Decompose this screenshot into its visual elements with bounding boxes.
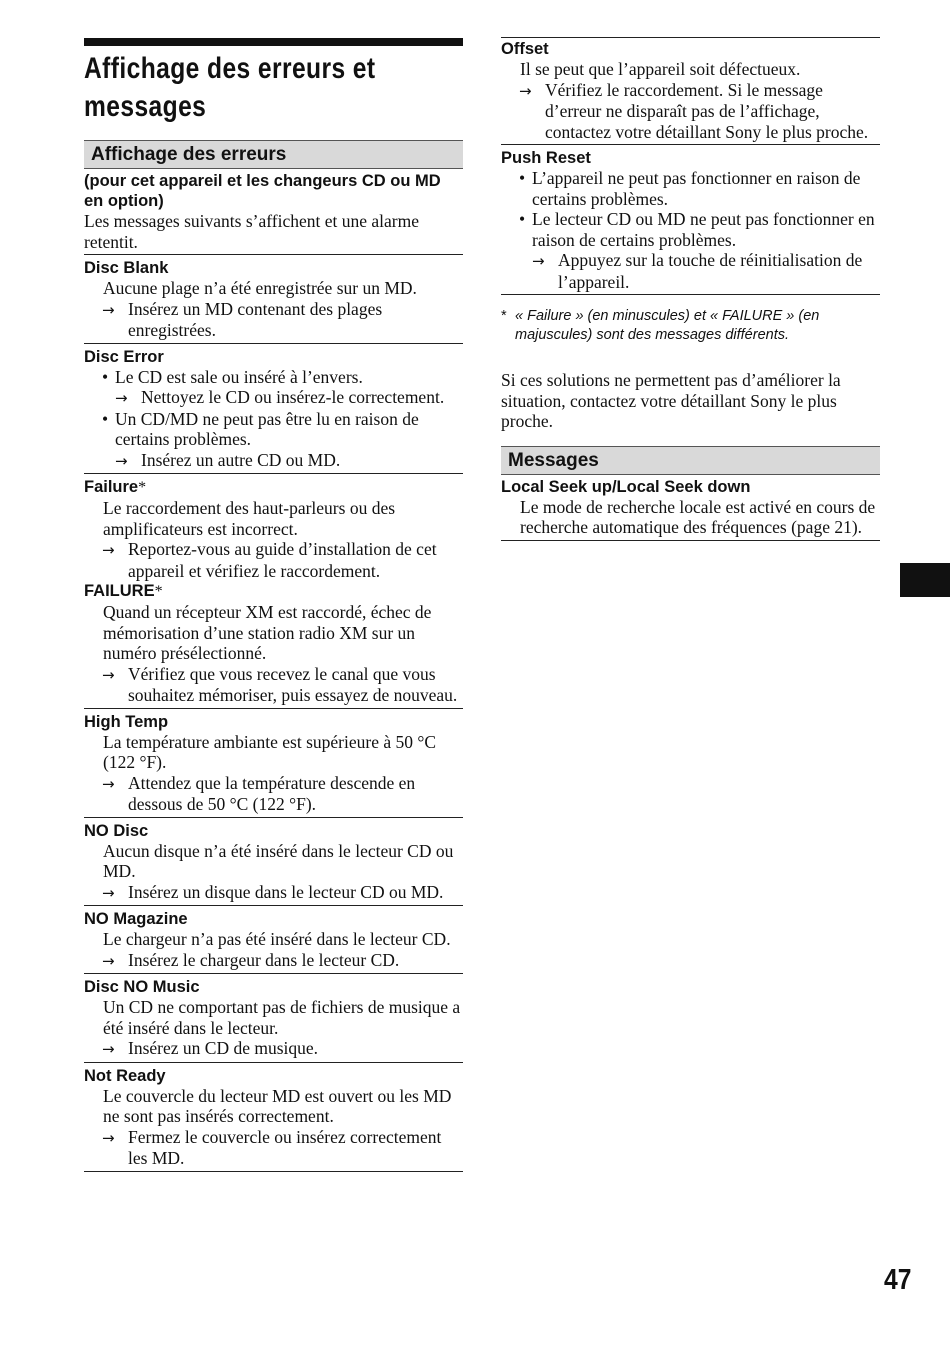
arrow-icon: → [102, 541, 115, 559]
bullet-icon: • [519, 168, 526, 188]
entry-title: Failure* [84, 478, 147, 496]
entry-title: High Temp [84, 712, 169, 731]
entry-action: → Insérez un disque dans le lecteur CD ou MD. [102, 881, 444, 902]
title-rule [84, 38, 463, 46]
errors-intro: Les messages suivants s’affichent et une alarme retentit. [84, 211, 463, 255]
entry-description: Aucune plage n’a été enregistrée sur un MD. [103, 278, 417, 298]
entry-description: Il se peut que l’appareil soit défectueux. [520, 59, 801, 79]
page-title: Affichage des erreurs et messages [84, 52, 376, 123]
entry-description: Le mode de recherche locale est activé en cours de recherche automatique des fréquences (page 21). [520, 496, 876, 537]
entry-title: NO Magazine [84, 910, 188, 928]
entry-description: La température ambiante est supérieure à 50 °C (122 °F). [103, 731, 437, 772]
entry-not-ready [84, 1063, 463, 1172]
entry-action: → Attendez que la température descende en dessous de 50 °C (122 °F). [102, 772, 416, 814]
side-tab-marker [900, 563, 950, 597]
entry-no-magazine [84, 906, 463, 974]
page-number: 47 [884, 1264, 912, 1296]
entry-action: → Fermez le couvercle ou insérez correctement les MD. [102, 1126, 442, 1168]
arrow-icon: → [519, 81, 532, 100]
entry-title-upper: FAILURE* [84, 582, 163, 600]
entry-description: Le chargeur n’a pas été inséré dans le lecteur CD. [103, 929, 451, 949]
arrow-icon: → [102, 951, 115, 970]
entry-title: NO Disc [84, 821, 149, 840]
footnote-marker: * [138, 479, 147, 496]
arrow-icon: → [102, 774, 115, 793]
left-column [84, 0, 463, 1172]
entry-bullet: • L’appareil ne peut pas fonctionner en raison de certains problèmes. [519, 168, 861, 209]
entry-push-reset [501, 145, 880, 295]
entry-bullet: • Le lecteur CD ou MD ne peut pas fonctionner en raison de certains problèmes. [519, 209, 875, 250]
entry-action: → Insérez un MD contenant des plages enregistrées. [102, 298, 383, 340]
footnote: * « Failure » (en minuscules) et « FAILURE » (en majuscules) sont des messages différents. [501, 308, 820, 343]
entry-bullet: • Le CD est sale ou inséré à l’envers. [102, 366, 363, 387]
section-heading-errors: Affichage des erreurs [84, 140, 463, 169]
entry-title: Offset [501, 40, 549, 58]
arrow-icon: → [102, 883, 115, 902]
arrow-icon: → [102, 1040, 115, 1058]
arrow-icon: → [532, 252, 545, 270]
right-column [501, 0, 880, 541]
arrow-icon: → [102, 300, 115, 319]
entry-bullet: • Un CD/MD ne peut pas être lu en raison de certains problèmes. [102, 408, 419, 449]
footnote-marker: * [154, 583, 163, 600]
entry-description: Quand un récepteur XM est raccordé, échec de mémorisation d’une station radio XM sur un numéro présélectionné. [103, 602, 432, 663]
entry-action: → Insérez un CD de musique. [102, 1038, 319, 1058]
entry-disc-error [84, 344, 463, 475]
entry-disc-blank [84, 255, 463, 344]
entry-title: Push Reset [501, 149, 591, 167]
entry-action: → Appuyez sur la touche de réinitialisation de l’appareil. [532, 250, 863, 292]
bullet-icon: • [102, 366, 109, 387]
entry-action: → Insérez le chargeur dans le lecteur CD. [102, 949, 400, 970]
entry-title: Not Ready [84, 1066, 166, 1085]
entry-title: Disc Error [84, 347, 164, 366]
entry-local-seek [501, 475, 880, 541]
bullet-icon: • [519, 209, 526, 229]
entry-high-temp [84, 709, 463, 818]
entry-offset [501, 37, 880, 145]
arrow-icon: → [102, 1128, 115, 1147]
entry-description: Le raccordement des haut-parleurs ou des amplificateurs est incorrect. [103, 498, 396, 539]
footnote-marker: * [501, 308, 507, 324]
entry-action: → Vérifiez que vous recevez le canal que vous souhaitez mémoriser, puis essayez de nouveau. [102, 663, 458, 705]
entry-description: Un CD ne comportant pas de fichiers de musique a été inséré dans le lecteur. [103, 997, 461, 1038]
entry-failure [84, 474, 463, 709]
entry-description: Aucun disque n’a été inséré dans le lecteur CD ou MD. [103, 840, 454, 881]
section-heading-messages: Messages [501, 446, 880, 475]
entry-title: Disc NO Music [84, 978, 200, 996]
bullet-icon: • [102, 408, 109, 429]
entry-no-disc [84, 818, 463, 907]
entry-action: → Reportez-vous au guide d’installation de cet appareil et vérifiez le raccordement. [102, 539, 437, 581]
arrow-icon: → [115, 451, 128, 470]
errors-subheading: (pour cet appareil et les changeurs CD ou MD en option) [84, 172, 441, 210]
entry-description: Le couvercle du lecteur MD est ouvert ou les MD ne sont pas insérés correctement. [103, 1085, 452, 1126]
entry-action: → Vérifiez le raccordement. Si le message d’erreur ne disparaît pas de l’affichage, contactez votre détaillant Sony le plus proche. [519, 79, 869, 142]
entry-title: Disc Blank [84, 259, 169, 277]
entry-action: → Insérez un autre CD ou MD. [115, 449, 341, 470]
entry-disc-no-music [84, 974, 463, 1063]
entry-action: → Nettoyez le CD ou insérez-le correctement. [115, 387, 445, 407]
arrow-icon: → [102, 665, 115, 684]
closing-paragraph: Si ces solutions ne permettent pas d’améliorer la situation, contactez votre détaillant Sony le plus proche. [501, 370, 841, 431]
arrow-icon: → [115, 389, 128, 407]
entry-title: Local Seek up/Local Seek down [501, 477, 751, 496]
